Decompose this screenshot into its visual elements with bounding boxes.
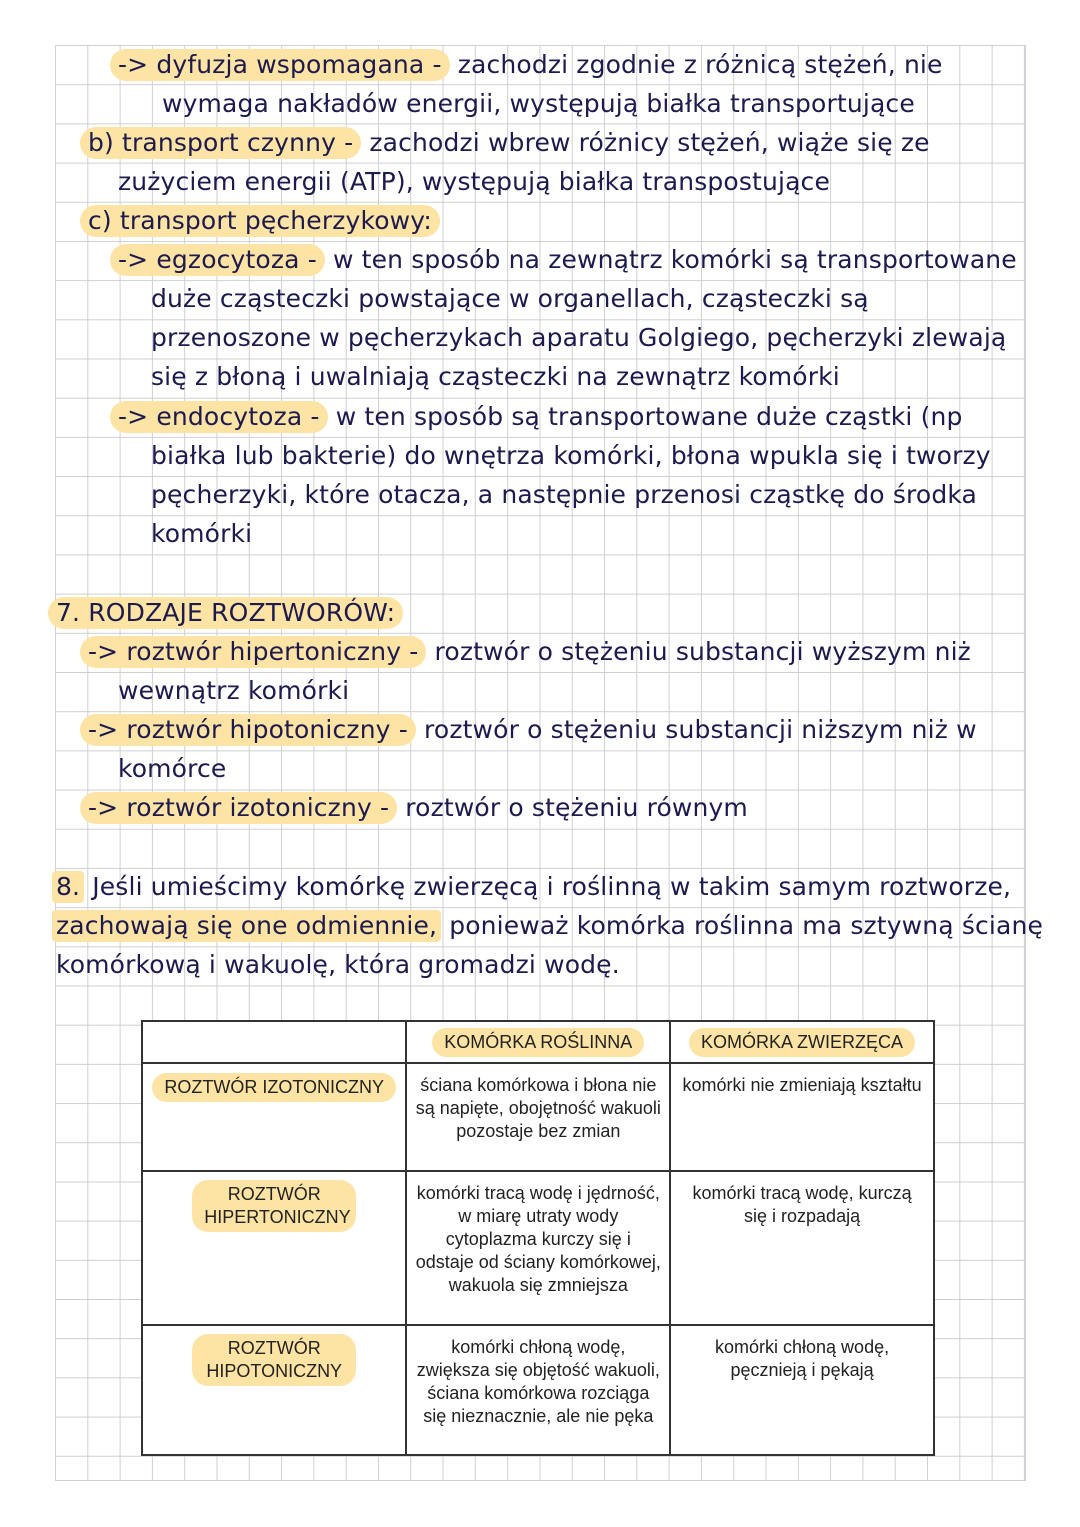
note-line [56,871,1011,903]
comparison-table [141,1020,935,1456]
table-cell: komórki tracą wodę, kurczą się i rozpadają [670,1171,934,1325]
table-header-cell [406,1021,670,1063]
note-line [88,127,930,159]
table-row [142,1171,934,1325]
highlighted-term: -> roztwór izotoniczny - [80,792,397,824]
note-line [88,714,977,746]
paragraph-text: Jeśli umieścimy komórkę zwierzęcą i roślinną w takim samym roztworze, [84,872,1012,901]
note-line [88,792,748,824]
section-number: 8. [52,871,84,903]
note-line [88,205,440,237]
note-line: przenoszone w pęcherzykach aparatu Golgiego, pęcherzyki zlewają [151,323,1007,352]
row-label: ROZTWÓR HIPOTONICZNY [192,1334,356,1386]
note-line: komórce [118,754,227,783]
highlighted-term: -> dyfuzja wspomagana - [110,49,450,81]
definition-text: roztwór o stężeniu substancji niższym niż w [415,715,977,744]
table-cell: komórki chłoną wodę, pęcznieją i pękają [670,1325,934,1455]
note-line: wymaga nakładów energii, występują białka transportujące [162,89,915,118]
table-cell: komórki tracą wodę i jędrność, w miarę utraty wody cytoplazma kurczy się i odstaje od ściany komórkowej, wakuola się zmniejsza [406,1171,670,1325]
table-header-cell [670,1021,934,1063]
header-label-plant: KOMÓRKA ROŚLINNA [432,1028,644,1057]
highlighted-term: -> roztwór hipotoniczny - [80,714,416,746]
table-row [142,1325,934,1455]
row-label: ROZTWÓR HIPERTONICZNY [192,1180,356,1232]
table-cell: komórki chłoną wodę, zwiększa się objętość wakuoli, ściana komórkowa rozciąga się nieznacznie, ale nie pęka [406,1325,670,1455]
highlighted-term: 7. RODZAJE ROZTWORÓW: [48,597,403,629]
header-label-animal: KOMÓRKA ZWIERZĘCA [689,1028,915,1057]
table-cell: ściana komórkowa i błona nie są napięte, obojętność wakuoli pozostaje bez zmian [406,1063,670,1171]
note-line: wewnątrz komórki [118,676,350,705]
note-line: zużyciem energii (ATP), występują białka transpostujące [118,167,830,196]
note-line [56,910,1043,942]
note-line: się z błoną i uwalniają cząsteczki na zewnątrz komórki [151,362,840,391]
note-line: komórki [151,519,253,548]
note-line [118,49,943,81]
highlighted-term: c) transport pęcherzykowy: [80,205,440,237]
note-line [88,636,971,668]
definition-text: zachodzi wbrew różnicy stężeń, wiąże się ze [361,128,930,157]
paragraph-text: ponieważ komórka roślinna ma sztywną ścianę [441,911,1044,940]
note-line: duże cząsteczki powstające w organellach, cząsteczki są [151,284,869,313]
highlighted-term: -> egzocytoza - [110,244,325,276]
table-cell: komórki nie zmieniają kształtu [670,1063,934,1171]
note-line [118,401,963,433]
highlighted-term: zachowają się one odmiennie, [52,910,441,942]
definition-text: roztwór o stężeniu równym [397,793,748,822]
section-heading [56,597,403,629]
note-line: komórkową i wakuolę, która gromadzi wodę. [56,950,620,979]
definition-text: w ten sposób na zewnątrz komórki są transportowane [324,245,1017,274]
definition-text: zachodzi zgodnie z różnicą stężeń, nie [449,50,943,79]
row-label: ROZTWÓR IZOTONICZNY [152,1073,396,1102]
row-label-cell [142,1063,406,1171]
highlighted-term: -> endocytoza - [110,401,328,433]
table-row [142,1063,934,1171]
definition-text: w ten sposób są transportowane duże cząstki (np [327,402,963,431]
row-label-cell [142,1325,406,1455]
definition-text: roztwór o stężeniu substancji wyższym niż [426,637,971,666]
table-corner-cell [142,1021,406,1063]
table-header-row [142,1021,934,1063]
note-line: białka lub bakterie) do wnętrza komórki, błona wpukla się i tworzy [151,441,991,470]
note-line: pęcherzyki, które otacza, a następnie przenosi cząstkę do środka [151,480,978,509]
highlighted-term: -> roztwór hipertoniczny - [80,636,426,668]
highlighted-term: b) transport czynny - [80,127,361,159]
note-line [118,244,1017,276]
row-label-cell [142,1171,406,1325]
